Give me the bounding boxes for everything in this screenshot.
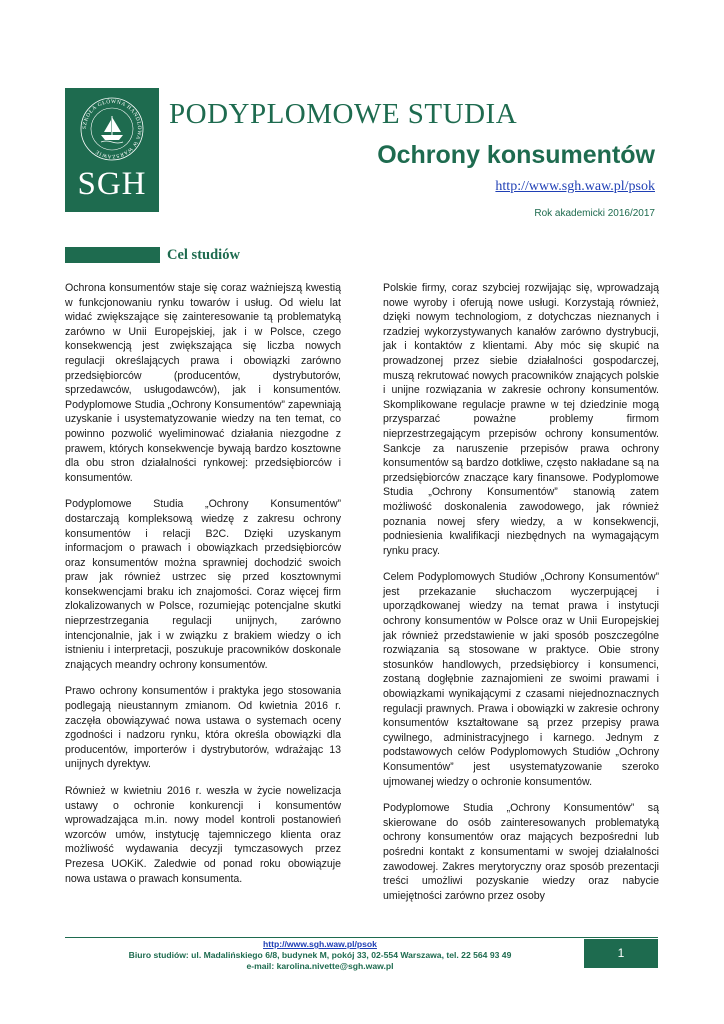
section-title: Cel studiów [167, 247, 240, 263]
footer-url-link[interactable]: http://www.sgh.waw.pl/psok [263, 939, 377, 949]
text-column-left [65, 281, 341, 898]
paragraph: Ochrona konsumentów staje się coraz ważniejszą kwestią w funkcjonowaniu rynku towarów i usług. Od wielu lat widać zwiększające się zainteresowanie tą problematyką zarówno w Unii Europejskiej, jak i w Polsce, czego konsekwencją jest zwiększająca się liczba nowych regulacji określających prawa i obowiązki zarówno przedsiębiorców (producentów, dystrybutorów, sprzedawców, usługodawców), jak i konsumentów. Podyplomowe Studia „Ochrony Konsumentów” zapewniają uzyskanie i usystematyzowanie wiedzy na ten temat, co powinno pozwolić wyeliminować działania niezgodne z prawem, których konsekwencje bywają bardzo kosztowne dla obu stron działalności rynkowej: przedsiębiorców i konsumentów. [65, 282, 341, 484]
sgh-logo-text: SGH [77, 166, 147, 202]
paragraph: Celem Podyplomowych Studiów „Ochrony Konsumentów” jest przekazanie słuchaczom wyczerpującej i uporządkowanej wiedzy na temat prawa i instytucji ochrony konsumentów w Polsce oraz w Unii Europejskiej jak również przedstawienie w jaki sposób poszczególne rozwiązania są stosowane w praktyce. Obie strony stosunków handlowych, przedsiębiorcy i konsumenci, zostaną dogłębnie zaznajomieni ze swoimi prawami i obowiązkami wynikającymi z czasami niejednoznacznych regulacji prawnych. Prawa i obowiązki w zakresie ochrony konsumentów kształtowane są przez przepisy prawa cywilnego, administracyjnego i karnego. Jednym z podstawowych celów Podyplomowych Studiów „Ochrony Konsumentów” jest usystematyzowanie szeroko ujmowanej wiedzy o ochronie konsumentów. [383, 571, 659, 788]
footer-divider [65, 937, 658, 938]
footer [65, 939, 575, 972]
seal-text: SZKOŁA GŁÓWNA HANDLOWA W WARSZAWIE [81, 98, 143, 160]
section-accent-bar [65, 247, 160, 263]
text-column-right [383, 281, 659, 915]
program-url-link[interactable]: http://www.sgh.waw.pl/psok [495, 179, 655, 194]
footer-email: e-mail: karolina.nivette@sgh.waw.pl [246, 961, 394, 971]
footer-address: Biuro studiów: ul. Madalińskiego 6/8, budynek M, pokój 33, 02-554 Warszawa, tel. 22 564 93 49 [128, 950, 512, 960]
paragraph: Polskie firmy, coraz szybciej rozwijając się, wprowadzają nowe wyroby i oferują nowe usługi. Korzystają również, dzięki nowym technologiom, z dotychczas nieznanych i rzadziej wykorzystywanych kanałów zarówno dystrybucji, jak i kontaktów z klientami. Aby móc się skupić na prowadzonej przez siebie działalności gospodarczej, muszą rekrutować nowych pracowników znających polskie i unijne rozwiązania w zakresie ochrony konsumentów. Skomplikowane regulacje prawne w tej dziedzinie mogą przysparzać poważne problemy firmom nieprzestrzegającym przepisów ochrony konsumentów. Sankcje za naruszenie przepisów prawa ochrony konsumentów są bardzo dotkliwe, często nakładane są na przedsiębiorców znaczące kary finansowe. Podyplomowe Studia „Ochrony Konsumentów” stanowią zatem możliwość doskonalenia zawodowego, jak również poznania nowej sfery wiedzy, a w konsekwencji, podniesienia kwalifikacji niezbędnych na wymagającym rynku pracy. [383, 282, 659, 557]
paragraph: Prawo ochrony konsumentów i praktyka jego stosowania podlegają nieustannym zmianom. Od kwietnia 2016 r. zaczęła obowiązywać nowa ustawa o systemach oceny zgodności i nadzoru rynku, która określa obowiązki dla producentów, importerów i dystrybutorów, wdrażając 13 unijnych dyrektyw. [65, 685, 341, 771]
paragraph: Również w kwietniu 2016 r. weszła w życie nowelizacja ustawy o ochronie konkurencji i konsumentów wprowadzająca m.in. nowy model kontroli postanowień wzorców umów, instytucję tajemniczego klienta oraz możliwość wydawania decyzji tymczasowych przez Prezesa UOKiK. Zaledwie od ponad roku obowiązuje nowa ustawa o prawach konsumenta. [65, 785, 341, 885]
paragraph: Podyplomowe Studia „Ochrony Konsumentów” dostarczają kompleksową wiedzę z zakresu ochrony konsumentów i relacji B2C. Dzięki uzyskanym informacjom o prawach i obowiązkach przedsiębiorców oraz konsumentów można sprawniej dochodzić swoich praw jak również ustrzec się przed kosztownymi konsekwencjami braku ich znajomości. Coraz więcej firm zlokalizowanych w Polsce, rozumiejąc potencjalne skutki nieprzestrzegania regulacji unijnych, zarówno intencjonalnie, jak i w związku z brakiem wiedzy o ich istnieniu i interpretacji, poszukuje pracowników doskonale znających meandry ochrony konsumentów. [65, 498, 341, 671]
page-title: PODYPLOMOWE STUDIA [169, 98, 518, 130]
academic-year: Rok akademicki 2016/2017 [534, 208, 655, 219]
paragraph: Podyplomowe Studia „Ochrony Konsumentów” są skierowane do osób zainteresowanych problematyką ochrony konsumentów oraz mających bezpośredni lub pośredni kontakt z konsumentami w swojej działalności zawodowej. Zakres merytoryczny oraz sposób prezentacji treści umożliwi pozyskanie wiedzy oraz nabycie umiejętności zarówno przez osoby [383, 802, 659, 902]
sgh-logo [65, 88, 159, 212]
sgh-seal-icon [77, 94, 147, 164]
page-subtitle: Ochrony konsumentów [377, 141, 655, 169]
page-number: 1 [584, 939, 658, 968]
